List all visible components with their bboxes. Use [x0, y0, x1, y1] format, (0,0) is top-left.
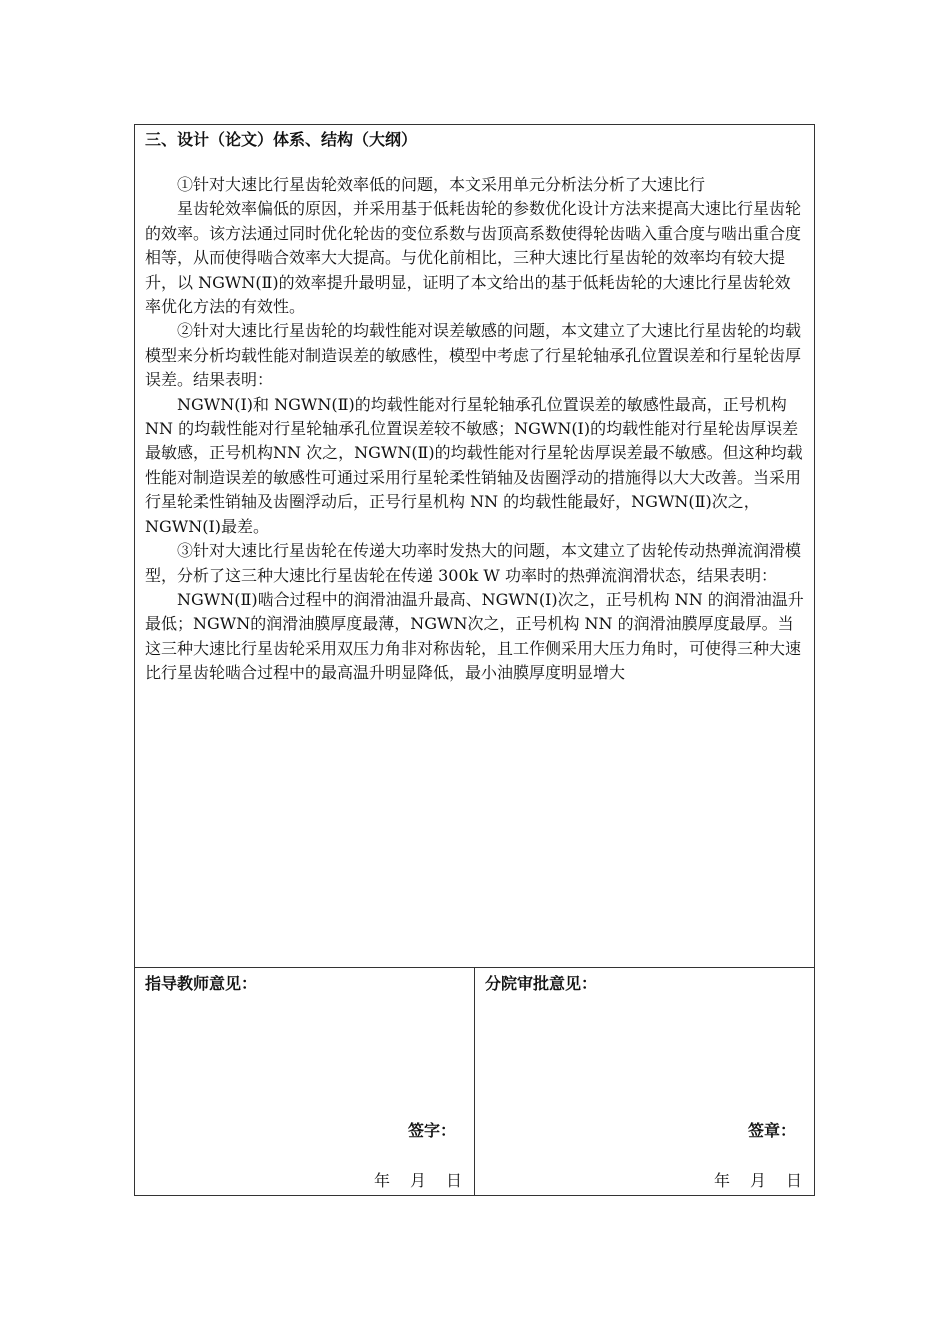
paragraph-lubrication-results: NGWN(Ⅱ)啮合过程中的润滑油温升最高、NGWN(Ⅰ)次之，正号机构 NN 的润滑油温升最低；NGWN的润滑油膜厚度最薄，NGWN次之，正号机构 NN 的润滑油膜厚度最厚。当这三种大速比行星齿轮采用双压力角非对称齿轮，且工作侧采用大压力角时，可使得三种大速比行星齿轮啮合过程中的最高温升明显降低，最小油膜厚度明显增大	[145, 589, 804, 683]
outline-section	[135, 125, 814, 968]
paragraph-load-sharing-intro: ②针对大速比行星齿轮的均载性能对误差敏感的问题，本文建立了大速比行星齿轮的均载模型来分析均载性能对制造误差的敏感性，模型中考虑了行星轮轴承孔位置误差和行星轮齿厚误差。结果表明：	[145, 321, 802, 390]
advisor-date-day: 日	[445, 1171, 462, 1190]
department-date-year: 年	[713, 1171, 730, 1190]
section-title: 三、设计（论文）体系、结构（大纲）	[145, 130, 418, 149]
advisor-date-month: 月	[409, 1171, 426, 1190]
department-approval-title: 分院审批意见：	[485, 974, 598, 993]
proposal-form-table	[134, 124, 815, 1196]
department-date-line	[714, 1169, 802, 1193]
advisor-date-line	[374, 1169, 462, 1193]
department-seal-label: 签章：	[747, 1121, 796, 1140]
department-approval-cell	[475, 968, 814, 1195]
paragraph-lubrication-intro: ③针对大速比行星齿轮在传递大功率时发热大的问题，本文建立了齿轮传动热弹流润滑模型，分析了这三种大速比行星齿轮在传递 300k W 功率时的热弹流润滑状态，结果表明：	[145, 541, 802, 585]
advisor-signature-label: 签字：	[407, 1121, 456, 1140]
paragraph-load-sharing-results: NGWN(Ⅰ)和 NGWN(Ⅱ)的均载性能对行星轮轴承孔位置误差的敏感性最高，正号机构 NN 的均载性能对行星轮轴承孔位置误差较不敏感；NGWN(Ⅰ)的均载性能对行星轮齿厚误差最敏感，正号机构NN 次之，NGWN(Ⅱ)的均载性能对行星轮齿厚误差最不敏感。但这种均载性能对制造误差的敏感性可通过采用行星轮柔性销轴及齿圈浮动的措施得以大大改善。当采用行星轮柔性销轴及齿圈浮动后，正号行星机构 NN 的均载性能最好，NGWN(Ⅱ)次之，NGWN(Ⅰ)最差。	[145, 394, 803, 536]
advisor-opinion-title: 指导教师意见：	[145, 974, 258, 993]
department-date-month: 月	[749, 1171, 766, 1190]
paragraph-efficiency-body: 星齿轮效率偏低的原因，并采用基于低耗齿轮的参数优化设计方法来提高大速比行星齿轮的效率。该方法通过同时优化轮齿的变位系数与齿顶高系数使得轮齿啮入重合度与啮出重合度相等，从而使得啮合效率大大提高。与优化前相比，三种大速比行星齿轮的效率均有较大提升，以 NGWN(Ⅱ)的效率提升最明显，证明了本文给出的基于低耗齿轮的大速比行星齿轮效率优化方法的有效性。	[145, 199, 802, 317]
department-date-day: 日	[785, 1171, 802, 1190]
advisor-opinion-cell	[135, 968, 475, 1195]
paragraph-efficiency-intro: ①针对大速比行星齿轮效率低的问题，本文采用单元分析法分析了大速比行	[177, 175, 706, 194]
advisor-date-year: 年	[373, 1171, 390, 1190]
